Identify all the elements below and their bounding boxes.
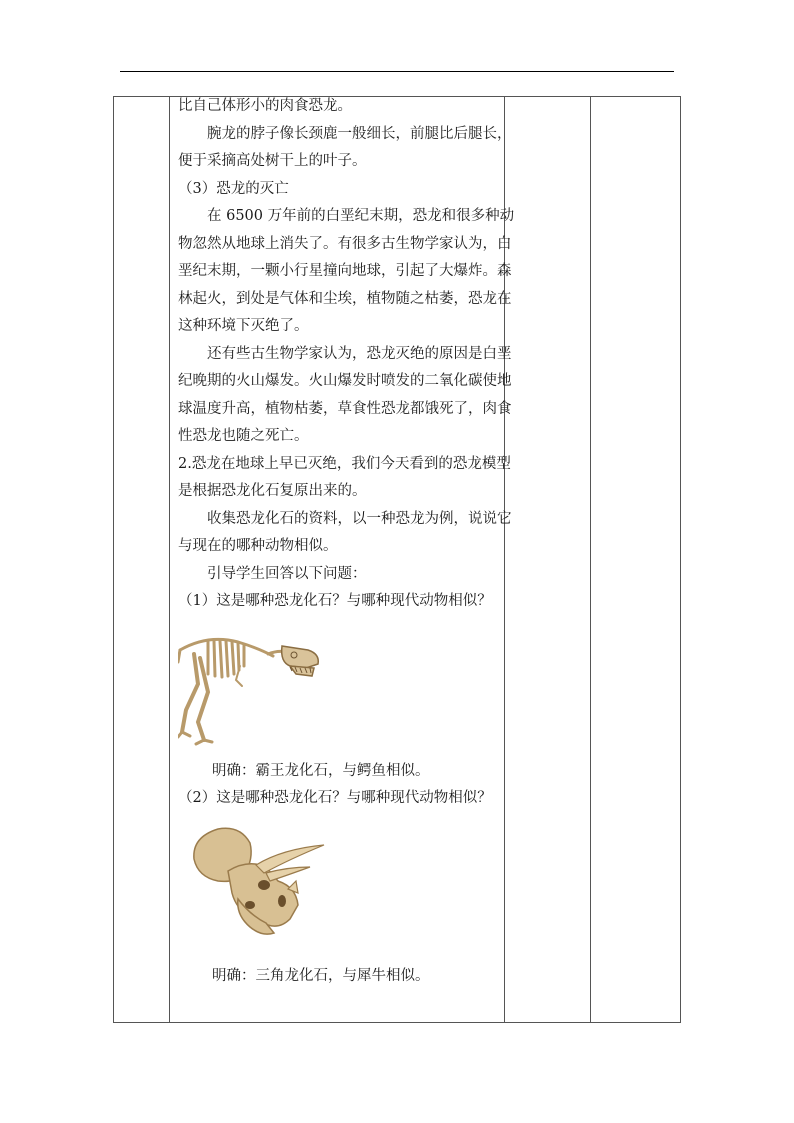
text-line: 性恐龙也随之死亡。 bbox=[178, 428, 309, 444]
text-line: 还有些古生物学家认为，恐龙灭绝的原因是白垩 bbox=[207, 345, 512, 362]
triceratops-fossil-image bbox=[178, 819, 498, 967]
text-line: 这种环境下灭绝了。 bbox=[178, 318, 309, 334]
text-line: 垩纪末期，一颗小行星撞向地球，引起了大爆炸。森 bbox=[178, 263, 512, 279]
table-column-divider bbox=[590, 96, 591, 1023]
text-line: 引导学生回答以下问题： bbox=[207, 565, 367, 582]
answer-2: 明确：三角龙化石，与犀牛相似。 bbox=[212, 967, 430, 984]
lesson-content-cell bbox=[178, 97, 515, 994]
question-2: （2）这是哪种恐龙化石？与哪种现代动物相似？ bbox=[178, 790, 492, 806]
answer-1: 明确：霸王龙化石，与鳄鱼相似。 bbox=[212, 762, 430, 779]
question-1: （1）这是哪种恐龙化石？与哪种现代动物相似？ bbox=[178, 593, 492, 609]
tyrannosaurus-skeleton-icon bbox=[178, 622, 328, 752]
text-line: 物忽然从地球上消失了。有很多古生物学家认为，白 bbox=[178, 235, 512, 252]
tyrannosaurus-fossil-image bbox=[178, 622, 498, 762]
header-rule bbox=[120, 71, 674, 72]
table-column-divider bbox=[169, 96, 170, 1023]
text-line: 纪晚期的火山爆发。火山爆发时喷发的二氧化碳使地 bbox=[178, 373, 512, 389]
text-line: 比自己体形小的肉食恐龙。 bbox=[178, 98, 352, 114]
triceratops-skull-icon bbox=[178, 819, 328, 944]
text-line: 收集恐龙化石的资料，以一种恐龙为例，说说它 bbox=[207, 510, 512, 527]
text-line: 林起火，到处是气体和尘埃，植物随之枯萎，恐龙在 bbox=[178, 290, 512, 307]
text-line: 腕龙的脖子像长颈鹿一般细长，前腿比后腿长， bbox=[207, 125, 512, 142]
text-line: 球温度升高，植物枯萎，草食性恐龙都饿死了，肉食 bbox=[178, 400, 512, 417]
text-line: 与现在的哪种动物相似。 bbox=[178, 538, 338, 554]
text-line: 是根据恐龙化石复原出来的。 bbox=[178, 483, 367, 499]
text-line: 在 6500 万年前的白垩纪末期，恐龙和很多种动 bbox=[207, 208, 515, 224]
text-line: 便于采摘高处树干上的叶子。 bbox=[178, 153, 367, 169]
numbered-point: 2.恐龙在地球上早已灭绝，我们今天看到的恐龙模型 bbox=[178, 455, 511, 472]
section-heading: （3）恐龙的灭亡 bbox=[178, 180, 289, 197]
